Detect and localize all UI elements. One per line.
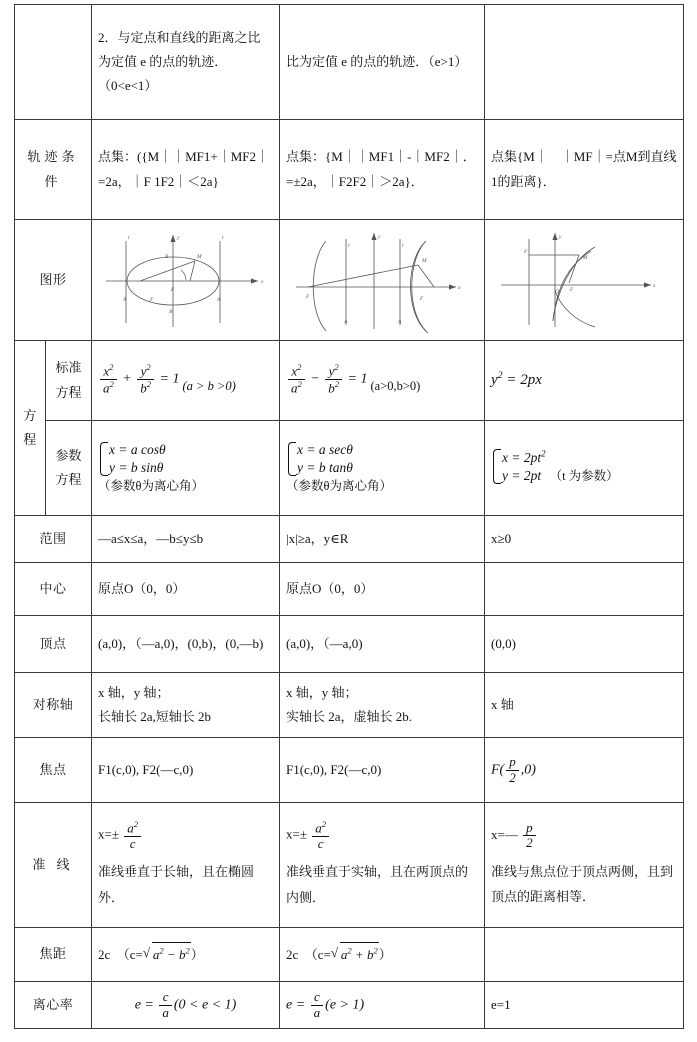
directrix-ellipse-text: 准线垂直于长轴，且在椭圆外．	[98, 864, 255, 905]
cell-eccentricity-hyperbola	[280, 982, 485, 1029]
table-row-standard-equation	[15, 341, 684, 421]
cell-locus-ellipse: 点集：({M｜｜MF1+｜MF2｜=2a，｜F 1F2｜＜2a}	[92, 120, 280, 220]
ellipse-parametric-line1: x = a cosθ	[109, 441, 166, 457]
svg-text:F: F	[150, 297, 154, 303]
svg-text:A: A	[123, 297, 127, 303]
cell-directrix-hyperbola	[280, 803, 485, 928]
row-label-equation: 方程	[15, 341, 46, 516]
table-row-vertex	[15, 616, 684, 673]
table-row-locus-condition	[15, 120, 684, 220]
cell-eccentricity-ellipse	[92, 982, 280, 1029]
cell-focus-parabola	[485, 738, 684, 803]
ellipse-standard-equation-condition: (a > b >0)	[182, 379, 236, 394]
cell-directrix-ellipse	[92, 803, 280, 928]
svg-text:l: l	[348, 243, 350, 249]
svg-text:F: F	[306, 294, 310, 300]
table-row-definition-2	[15, 5, 684, 120]
cell-definition-2-ellipse: 2．与定点和直线的距离之比为定值 e 的点的轨迹．（0<e<1）	[92, 5, 280, 120]
ellipse-focal-radical: √ $a^2 - b^2$	[143, 942, 191, 967]
ellipse-eccentricity-expression: e = $\frac{c}{a}$ (0 < e < 1)	[134, 988, 237, 1020]
cell-focus-ellipse: F1(c,0), F2(—c,0)	[92, 738, 280, 803]
cell-vertex-hyperbola: (a,0)，（—a,0)	[280, 616, 485, 673]
cell-range-ellipse: —a≤x≤a，—b≤y≤b	[92, 516, 280, 563]
hyperbola-standard-equation-expression: $\frac{x^2}{a^2}$ − $\frac{y^2}{b^2}$ = 1	[286, 363, 368, 396]
cell-standard-eq-ellipse	[92, 341, 280, 421]
directrix-ellipse-equation: x=± $\frac{a^2}{c}$	[98, 820, 273, 851]
svg-text:l: l	[128, 235, 130, 241]
cell-center-parabola	[485, 563, 684, 616]
cell-definition-2-hyperbola: 比为定值 e 的点的轨迹．（e>1）	[280, 5, 485, 120]
svg-text:B: B	[165, 254, 169, 260]
cell-focal-distance-ellipse: 2c （c= √ $a^2 - b^2$）	[92, 928, 280, 982]
row-label-center: 中心	[15, 563, 92, 616]
cell-axis-ellipse	[92, 673, 280, 738]
row-sublabel-parametric-equation: 参数方程	[46, 421, 92, 516]
ellipse-parametric-line2: y = b sinθ	[109, 459, 164, 475]
svg-text:A: A	[398, 319, 402, 325]
cell-center-hyperbola: 原点O（0，0）	[280, 563, 485, 616]
svg-text:M: M	[422, 258, 427, 264]
table-row-figure	[15, 220, 684, 341]
cell-figure-parabola	[485, 220, 684, 341]
row-label-eccentricity: 离心率	[15, 982, 92, 1029]
row-label-vertex: 顶点	[15, 616, 92, 673]
directrix-parabola-text: 准线与焦点位于顶点两侧，且到顶点的距离相等．	[491, 863, 674, 905]
svg-text:l: l	[402, 243, 404, 249]
table-row-focus	[15, 738, 684, 803]
directrix-parabola-equation: x=— $\frac{p}{2}$	[491, 821, 677, 851]
parabola-parametric-system	[491, 448, 546, 485]
svg-text:B: B	[169, 309, 173, 315]
cell-axis-parabola: x 轴	[485, 673, 684, 738]
cell-figure-ellipse	[92, 220, 280, 341]
row-label-focus: 焦点	[15, 738, 92, 803]
hyperbola-focal-radical: √ $a^2 + b^2$	[331, 942, 379, 967]
cell-eccentricity-parabola: e=1	[485, 982, 684, 1029]
directrix-hyperbola-equation: x=± $\frac{a^2}{c}$	[286, 820, 478, 851]
svg-text:x: x	[653, 283, 656, 289]
cell-focal-distance-hyperbola: 2c （c= √ $a^2 + b^2$）	[280, 928, 485, 982]
ellipse-diagram	[98, 225, 276, 335]
cell-standard-eq-hyperbola	[280, 341, 485, 421]
cell-focal-distance-parabola	[485, 928, 684, 982]
svg-text:F: F	[570, 287, 574, 293]
table-row-focal-distance	[15, 928, 684, 982]
svg-text:O: O	[555, 289, 559, 295]
row-label-figure: 图形	[15, 220, 92, 341]
parabola-standard-equation-expression: $y^2 = 2px$	[491, 369, 542, 388]
cell-definition-2-parabola	[485, 5, 684, 120]
ellipse-parametric-system	[98, 441, 166, 477]
row-sublabel-standard-equation: 标准方程	[46, 341, 92, 421]
svg-text:M: M	[583, 255, 588, 261]
cell-figure-hyperbola	[280, 220, 485, 341]
hyperbola-eccentricity-expression: e = $\frac{c}{a}$ (e > 1)	[286, 988, 365, 1020]
svg-text:y: y	[177, 235, 180, 241]
table-row-range	[15, 516, 684, 563]
hyperbola-diagram	[286, 225, 482, 335]
parabola-parametric-line2: y = 2pt	[502, 467, 542, 483]
svg-text:A: A	[217, 297, 221, 303]
row-label-focal-distance: 焦距	[15, 928, 92, 982]
table-row-eccentricity	[15, 982, 684, 1029]
cell-focus-hyperbola: F1(c,0), F2(—c,0)	[280, 738, 485, 803]
ellipse-parametric-note: （参数θ为离心角）	[98, 478, 204, 493]
table-row-center	[15, 563, 684, 616]
svg-text:x: x	[261, 279, 264, 285]
cell-range-parabola: x≥0	[485, 516, 684, 563]
ellipse-standard-equation-expression: $\frac{x^2}{a^2}$ + $\frac{y^2}{b^2}$ = 1	[98, 363, 180, 396]
axis-hyperbola-line2: 实轴长 2a，虚轴长 2b.	[286, 709, 413, 724]
table-row-axis-of-symmetry	[15, 673, 684, 738]
cell-vertex-parabola: (0,0)	[485, 616, 684, 673]
cell-parametric-ellipse	[92, 421, 280, 516]
hyperbola-parametric-system	[286, 441, 353, 477]
cell-parametric-hyperbola	[280, 421, 485, 516]
cell-vertex-ellipse: (a,0)，（—a,0)，(0,b)，(0,—b)	[92, 616, 280, 673]
hyperbola-parametric-line2: y = b tanθ	[297, 459, 353, 475]
svg-text:F: F	[171, 287, 175, 293]
parabola-parametric-line1: $x = 2pt^2$	[502, 448, 546, 465]
hyperbola-parametric-note: （参数θ为离心角）	[286, 478, 392, 493]
row-label-locus-condition: 轨迹条件	[15, 120, 92, 220]
hyperbola-standard-equation-condition: (a>0,b>0)	[370, 379, 421, 394]
parabola-parametric-note: （t 为参数）	[549, 468, 619, 483]
svg-text:A: A	[344, 319, 348, 325]
cell-standard-eq-parabola	[485, 341, 684, 421]
cell-locus-parabola: 点集{M｜ ｜MF｜=点M到直线1的距离}．	[485, 120, 684, 220]
parabola-diagram	[491, 225, 681, 335]
row-label-directrix: 准 线	[15, 803, 92, 928]
axis-hyperbola-line1: x 轴，y 轴；	[286, 684, 358, 700]
hyperbola-parametric-line1: x = a secθ	[297, 441, 353, 457]
row-label-range: 范围	[15, 516, 92, 563]
table-row-directrix	[15, 803, 684, 928]
cell-axis-hyperbola	[280, 673, 485, 738]
axis-ellipse-line2: 长轴长 2a,短轴长 2b	[98, 709, 212, 724]
svg-text:x: x	[458, 285, 461, 291]
svg-text:y: y	[378, 234, 381, 240]
parabola-focus-expression: F( $\frac{p}{2}$ ,0)	[491, 753, 536, 785]
svg-text:l: l	[222, 235, 224, 241]
svg-text:M: M	[197, 254, 202, 260]
cell-range-hyperbola: |x|≥a，y∈R	[280, 516, 485, 563]
table-row-parametric-equation	[15, 421, 684, 516]
directrix-hyperbola-text: 准线垂直于实轴，且在两顶点的内侧．	[286, 864, 469, 905]
axis-ellipse-line1: x 轴，y 轴；	[98, 684, 170, 700]
row-label-definition-2	[15, 5, 92, 120]
conic-sections-table	[14, 4, 684, 1029]
cell-locus-hyperbola: 点集：{M｜｜MF1｜-｜MF2｜．=±2a，｜F2F2｜＞2a}．	[280, 120, 485, 220]
row-label-axis-of-symmetry: 对称轴	[15, 673, 92, 738]
cell-center-ellipse: 原点O（0，0）	[92, 563, 280, 616]
svg-text:F: F	[524, 249, 528, 255]
svg-text:y: y	[559, 234, 562, 240]
cell-directrix-parabola	[485, 803, 684, 928]
cell-parametric-parabola	[485, 421, 684, 516]
svg-text:F: F	[420, 296, 424, 302]
